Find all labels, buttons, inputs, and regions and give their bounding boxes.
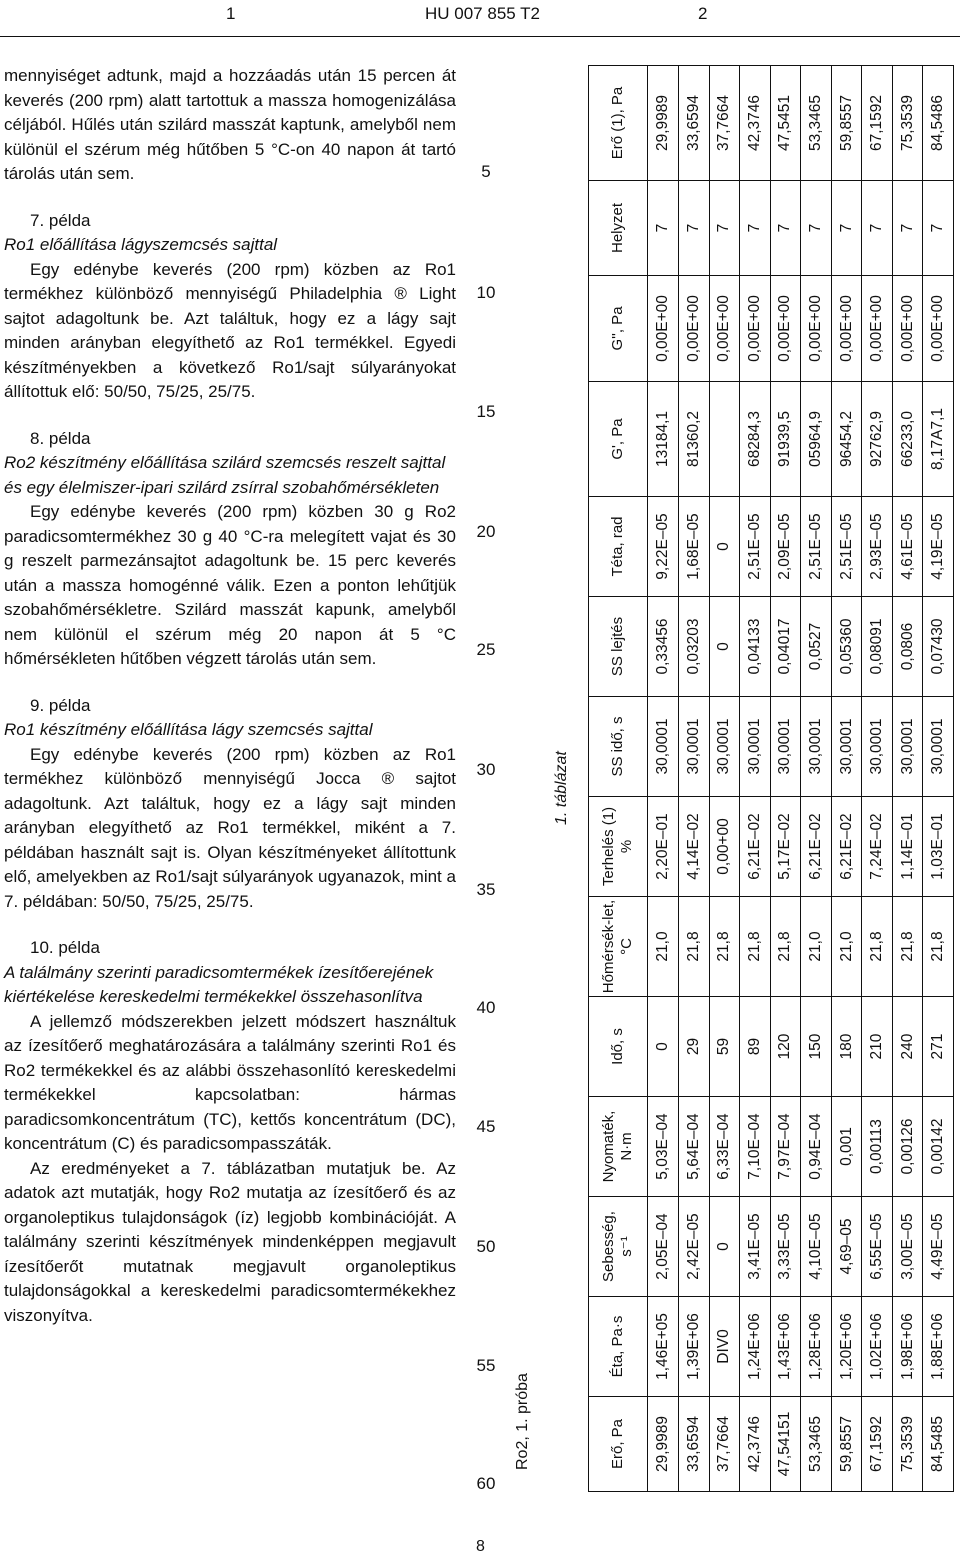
table-cell: 75,3539: [892, 1397, 923, 1492]
table-cell: 2,20E–01: [648, 797, 679, 897]
table-cell: DIV0: [709, 1297, 740, 1397]
line-number: 55: [476, 1356, 496, 1375]
table-cell: 8,17A7,1: [923, 382, 954, 497]
table-cell: 47,54151: [770, 1397, 801, 1492]
table-cell: 0,00E+00: [801, 276, 832, 382]
data-table: [588, 66, 954, 1492]
table-cell: [709, 382, 740, 497]
table-cell: 37,7664: [709, 66, 740, 181]
table-cell: 0,00E+00: [770, 276, 801, 382]
table-row: [831, 66, 862, 1492]
table-cell: 7: [892, 181, 923, 276]
table-cell: 4,19E–05: [923, 497, 954, 597]
table-cell: 4,69–05: [831, 1197, 862, 1297]
table-header-cell: G', Pa: [589, 382, 648, 497]
table-cell: 0,00126: [892, 1097, 923, 1197]
line-number: 45: [476, 1117, 496, 1136]
table-cell: 67,1592: [862, 1397, 893, 1492]
table-cell: 0,04017: [770, 597, 801, 697]
table-cell: 21,0: [831, 897, 862, 997]
table-cell: 0: [709, 1197, 740, 1297]
table-row: [892, 66, 923, 1492]
table-cell: 2,42E–05: [679, 1197, 710, 1297]
table-cell: 05964,9: [801, 382, 832, 497]
table-cell: 6,21E–02: [831, 797, 862, 897]
table-cell: 30,0001: [740, 697, 771, 797]
table-cell: 30,0001: [770, 697, 801, 797]
table-cell: 180: [831, 997, 862, 1097]
table-cell: 7: [709, 181, 740, 276]
table-cell: 21,8: [923, 897, 954, 997]
table-cell: 30,0001: [831, 697, 862, 797]
table-cell: 0,00E+00: [862, 276, 893, 382]
table-cell: 0,00E+00: [740, 276, 771, 382]
table-header-cell: Sebesség, s⁻¹: [589, 1197, 648, 1297]
table-cell: 0,00E+00: [709, 276, 740, 382]
table-cell: 75,3539: [892, 66, 923, 181]
table-header-row: [589, 66, 648, 1492]
example-7-title: 7. példa: [30, 210, 91, 230]
table-cell: 2,51E–05: [740, 497, 771, 597]
table-cell: 7: [862, 181, 893, 276]
table-cell: 240: [892, 997, 923, 1097]
table-cell: 2,51E–05: [831, 497, 862, 597]
table-cell: 21,0: [648, 897, 679, 997]
table-side-label: Ro2, 1. próba: [514, 1373, 531, 1470]
header-rule: [0, 36, 960, 37]
table-cell: 271: [923, 997, 954, 1097]
example-7-body: Egy edénybe keverés (200 rpm) közben az Ro1 termékhez különböző mennyiségű Philadelphia ® Light sajtot adagoltunk be. Azt találtuk, hogy ez a lágy sajt minden arányban elegyíthető az Ro1 termékkel. Egyedi készítményekben a következő Ro1/sajt súlyarányokat állítottuk elő: 50/50, 75/25, 25/75.: [4, 259, 456, 401]
table-cell: 30,0001: [648, 697, 679, 797]
table-cell: 96454,2: [831, 382, 862, 497]
line-number: 60: [476, 1474, 496, 1493]
table-cell: 47,5451: [770, 66, 801, 181]
table-cell: 0,00+00: [709, 797, 740, 897]
table-row: [770, 66, 801, 1492]
table-header-cell: Téta, rad: [589, 497, 648, 597]
table-cell: 7: [770, 181, 801, 276]
table-header-cell: SS lejtés: [589, 597, 648, 697]
example-8-title: 8. példa: [30, 428, 91, 448]
table-cell: 33,6594: [679, 66, 710, 181]
table-header-cell: Hőmérsék-let, °C: [589, 897, 648, 997]
table-cell: 59: [709, 997, 740, 1097]
table-cell: 21,8: [740, 897, 771, 997]
table-header-cell: Nyomaték, N·m: [589, 1097, 648, 1197]
table-cell: 0,00E+00: [923, 276, 954, 382]
table-cell: 2,09E–05: [770, 497, 801, 597]
table-cell: 30,0001: [801, 697, 832, 797]
table-cell: 68284,3: [740, 382, 771, 497]
table-caption: 1. táblázat: [553, 751, 570, 825]
table-cell: 0,00142: [923, 1097, 954, 1197]
table-cell: 6,33E–04: [709, 1097, 740, 1197]
table-cell: 1,88E+06: [923, 1297, 954, 1397]
table-cell: 3,33E–05: [770, 1197, 801, 1297]
table-cell: 67,1592: [862, 66, 893, 181]
table-cell: 29,9989: [648, 66, 679, 181]
table-cell: 1,14E–01: [892, 797, 923, 897]
table-cell: 0,33456: [648, 597, 679, 697]
table-cell: 7: [801, 181, 832, 276]
table-cell: 30,0001: [862, 697, 893, 797]
table-cell: 0: [648, 997, 679, 1097]
table-cell: 0,00E+00: [831, 276, 862, 382]
table-cell: 4,49E–05: [923, 1197, 954, 1297]
table-cell: 0: [709, 597, 740, 697]
table-cell: 1,02E+06: [862, 1297, 893, 1397]
table-cell: 4,61E–05: [892, 497, 923, 597]
table-cell: 3,41E–05: [740, 1197, 771, 1297]
table-cell: 0,08091: [862, 597, 893, 697]
table-cell: 91939,5: [770, 382, 801, 497]
table-cell: 0,00113: [862, 1097, 893, 1197]
table-cell: 9,22E–05: [648, 497, 679, 597]
table-header-cell: Helyzet: [589, 181, 648, 276]
example-10-title: 10. példa: [30, 938, 100, 957]
example-7-subtitle: Ro1 előállítása lágyszemcsés sajttal: [4, 235, 278, 254]
table-row: [679, 66, 710, 1492]
table-cell: 150: [801, 997, 832, 1097]
table-cell: 59,8557: [831, 66, 862, 181]
table-cell: 0,0527: [801, 597, 832, 697]
table-cell: 0,00E+00: [648, 276, 679, 382]
table-cell: 0,0806: [892, 597, 923, 697]
table-cell: 5,64E–04: [679, 1097, 710, 1197]
page-number: 8: [476, 1538, 485, 1555]
table-cell: 7,10E–04: [740, 1097, 771, 1197]
table-cell: 0,001: [831, 1097, 862, 1197]
table-cell: 1,98E+06: [892, 1297, 923, 1397]
table-cell: 210: [862, 997, 893, 1097]
table-cell: 30,0001: [923, 697, 954, 797]
table-cell: 1,20E+06: [831, 1297, 862, 1397]
table-cell: 1,03E–01: [923, 797, 954, 897]
table-header-cell: Éta, Pa·s: [589, 1297, 648, 1397]
table-row: [709, 66, 740, 1492]
table-row: [648, 66, 679, 1492]
table-row: [862, 66, 893, 1492]
table-cell: 37,7664: [709, 1397, 740, 1492]
example-9-title: 9. példa: [30, 695, 91, 715]
example-10-body-1: A jellemző módszerekben jelzett módszert használtuk az ízesítőerő meghatározására a találmány szerinti Ro1 és Ro2 termékekkel és az alábbi összehasonlító kereskedelmi termékekkel kapcsolatban: hármas paradicsomkoncentrátum (TC), kettős koncentrátum (DC), koncentrátum (C) és paradicsompasszáták.: [4, 1011, 456, 1153]
table-cell: 21,8: [679, 897, 710, 997]
line-number: 5: [481, 162, 491, 181]
table-cell: 30,0001: [892, 697, 923, 797]
example-9-body: Egy edénybe keverés (200 rpm) közben az Ro1 termékhez különböző mennyiségű Jocca ® sajtot adagoltunk. Azt találtuk, hogy ez a lágy sajt minden arányban elegyíthető az Ro1 termékkel, miként a 7. példában használt sajt is. Olyan készítményeket állítottunk elő, amelyekben az Ro1/sajt súlyarányok ugyanazok, mint a 7. példában: 50/50, 75/25, 25/75.: [4, 744, 456, 911]
table-cell: 7,97E–04: [770, 1097, 801, 1197]
example-9-subtitle: Ro1 készítmény előállítása lágy szemcsés sajttal: [4, 720, 373, 739]
table-cell: 0,07430: [923, 597, 954, 697]
table-cell: 7: [648, 181, 679, 276]
table-cell: 30,0001: [709, 697, 740, 797]
table-cell: 120: [770, 997, 801, 1097]
header-left-number: 1: [226, 4, 236, 23]
table-cell: 2,51E–05: [801, 497, 832, 597]
table-cell: 30,0001: [679, 697, 710, 797]
table-row: [740, 66, 771, 1492]
table-cell: 6,21E–02: [740, 797, 771, 897]
table-cell: 7: [679, 181, 710, 276]
table-cell: 0,00E+00: [679, 276, 710, 382]
table-cell: 42,3746: [740, 1397, 771, 1492]
table-header-cell: Erő, Pa: [589, 1397, 648, 1492]
table-cell: 1,39E+06: [679, 1297, 710, 1397]
line-number: 40: [476, 998, 496, 1017]
table-cell: 89: [740, 997, 771, 1097]
table-header-cell: Erő (1), Pa: [589, 66, 648, 181]
table-cell: 21,8: [892, 897, 923, 997]
line-number: 25: [476, 640, 496, 659]
table-cell: 1,43E+06: [770, 1297, 801, 1397]
table-cell: 0,03203: [679, 597, 710, 697]
table-cell: 66233,0: [892, 382, 923, 497]
table-cell: 92762,9: [862, 382, 893, 497]
line-number: 35: [476, 880, 496, 899]
table-cell: 81360,2: [679, 382, 710, 497]
patent-number: HU 007 855 T2: [425, 4, 540, 23]
example-8-subtitle: Ro2 készítmény előállítása szilárd szemcsés reszelt sajttal és egy élelmiszer-ipari szilárd zsírral szobahőmérsékleten: [4, 453, 446, 497]
left-text-column: [4, 64, 456, 1328]
table-cell: 21,8: [709, 897, 740, 997]
table-row: [801, 66, 832, 1492]
table-cell: 21,0: [801, 897, 832, 997]
table-cell: 4,10E–05: [801, 1197, 832, 1297]
table-cell: 5,17E–02: [770, 797, 801, 897]
line-number: 20: [476, 522, 496, 541]
table-header-cell: G'', Pa: [589, 276, 648, 382]
table-row: [923, 66, 954, 1492]
table-cell: 42,3746: [740, 66, 771, 181]
table-cell: 6,21E–02: [801, 797, 832, 897]
table-cell: 3,00E–05: [892, 1197, 923, 1297]
table-cell: 53,3465: [801, 66, 832, 181]
table-cell: 59,8557: [831, 1397, 862, 1492]
line-number: 30: [476, 760, 496, 779]
table-cell: 4,14E–02: [679, 797, 710, 897]
table-cell: 6,55E–05: [862, 1197, 893, 1297]
table-cell: 21,8: [862, 897, 893, 997]
table-cell: 2,93E–05: [862, 497, 893, 597]
table-cell: 0,05360: [831, 597, 862, 697]
paragraph-continued: mennyiséget adtunk, majd a hozzáadás után 15 percen át keverés (200 rpm) alatt tartottuk a massza homogenizálása céljából. Hűlés után szilárd masszát kaptunk, amelyből nem különül el szérum még hűtőben 5 °C-on 40 napon át tartó tárolás után sem.: [4, 66, 456, 183]
table-header-cell: SS idő, s: [589, 697, 648, 797]
table-cell: 29,9989: [648, 1397, 679, 1492]
table-cell: 7: [740, 181, 771, 276]
table-header-cell: Idő, s: [589, 997, 648, 1097]
table-cell: 0,04133: [740, 597, 771, 697]
table-cell: 5,03E–04: [648, 1097, 679, 1197]
header-right-number: 2: [698, 4, 708, 23]
table-cell: 1,46E+05: [648, 1297, 679, 1397]
example-10-subtitle: A találmány szerinti paradicsomtermékek ízesítőerejének kiértékelése kereskedelmi termékekkel összehasonlítva: [4, 962, 434, 1006]
table-cell: 53,3465: [801, 1397, 832, 1492]
table-cell: 7: [923, 181, 954, 276]
table-header-cell: Terhelés (1) %: [589, 797, 648, 897]
table-cell: 7: [831, 181, 862, 276]
table-cell: 29: [679, 997, 710, 1097]
line-number: 10: [476, 283, 496, 302]
line-number: 50: [476, 1237, 496, 1256]
example-8-body: Egy edénybe keverés (200 rpm) közben 30 g Ro2 paradicsomtermékhez 30 g 40 °C-ra melegített vajat és 30 g reszelt parmezánsajtot adagoltunk be. 15 perc keverés után a massza homogénné válik. Ezen a ponton lehűtjük szobahőmérsékletre. Szilárd masszát kapunk, amelyből nem különül el szérum még 20 napon át 5 °C hőmérsékleten hűtőben végzett tárolás után sem.: [4, 502, 456, 668]
example-10-body-2: Az eredményeket a 7. táblázatban mutatjuk be. Az adatok azt mutatják, hogy Ro2 mutatja az ízesítőerő és az organoleptikus tulajdonságok (íz) legjobb kombinációját. A találmány szerinti készítmények mindenképpen megjavult ízesítőerőt mutatnak megjavult organoleptikus tulajdonságokkal a kereskedelmi paradicsomtermékekhez viszonyítva.: [4, 1158, 456, 1325]
table-cell: 2,05E–04: [648, 1197, 679, 1297]
table-cell: 0: [709, 497, 740, 597]
table-cell: 84,5485: [923, 1397, 954, 1492]
table-cell: 1,68E–05: [679, 497, 710, 597]
table-cell: 84,5486: [923, 66, 954, 181]
table-cell: 13184,1: [648, 382, 679, 497]
table-cell: 1,28E+06: [801, 1297, 832, 1397]
line-number: 15: [476, 402, 496, 421]
table-cell: 33,6594: [679, 1397, 710, 1492]
table-cell: 0,94E–04: [801, 1097, 832, 1197]
table-cell: 7,24E–02: [862, 797, 893, 897]
table-cell: 21,8: [770, 897, 801, 997]
table-cell: 1,24E+06: [740, 1297, 771, 1397]
table-cell: 0,00E+00: [892, 276, 923, 382]
